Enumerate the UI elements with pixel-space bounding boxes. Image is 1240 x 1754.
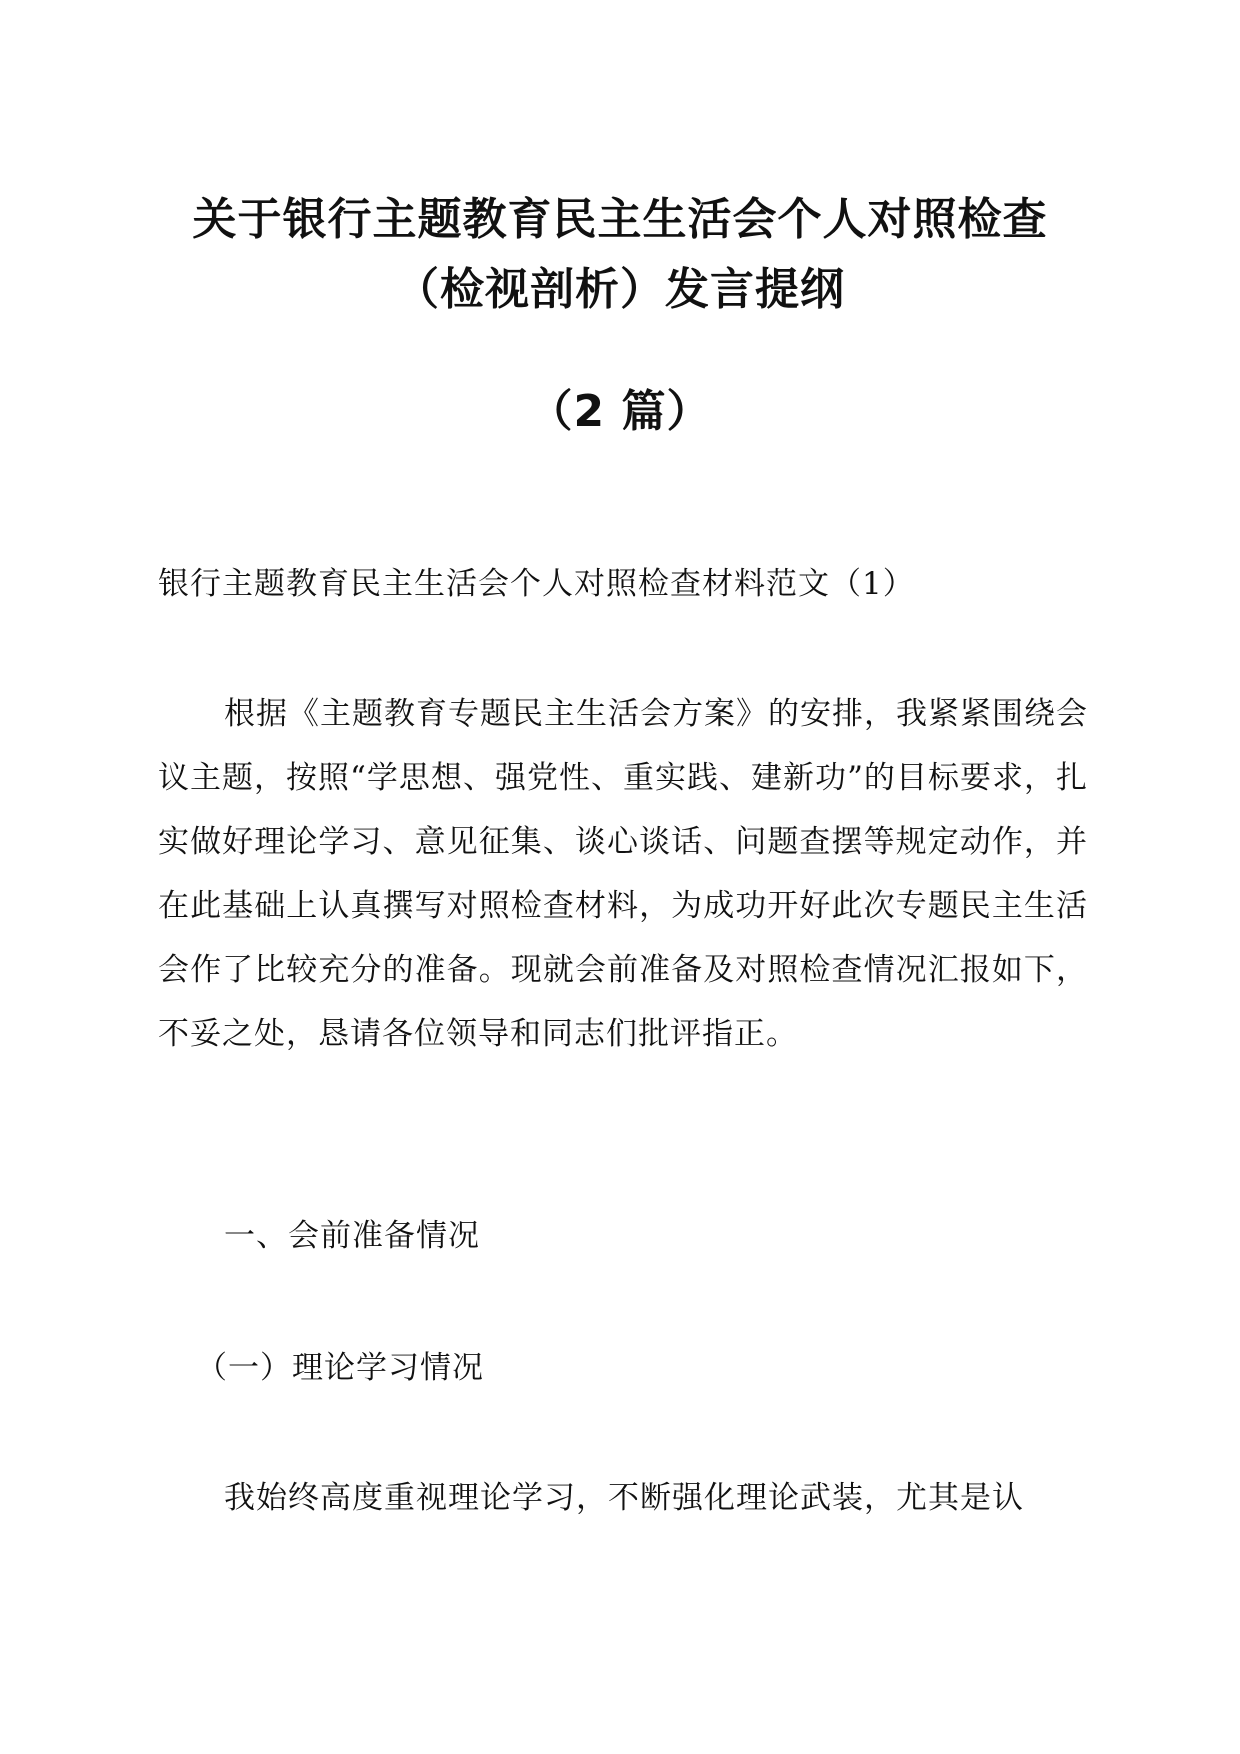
document-title-line-1: 关于银行主题教育民主生活会个人对照检查: [192, 194, 1048, 245]
body-paragraph-intro: 根据《主题教育专题民主生活会方案》的安排，我紧紧围绕会议主题，按照“学思想、强党性、重实践、建新功”的目标要求，扎实做好理论学习、意见征集、谈心谈话、问题查摆等规定动作，并在此基础上认真撰写对照检查材料，为成功开好此次专题民主生活会作了比较充分的准备。现就会前准备及对照检查情况汇报如下，不妥之处，恳请各位领导和同志们批评指正。: [158, 696, 1088, 1052]
subsection-heading-1: （一）理论学习情况: [196, 1350, 484, 1386]
section-subtitle: 银行主题教育民主生活会个人对照检查材料范文（1）: [158, 566, 915, 602]
document-title-count: （2 篇）: [528, 386, 712, 437]
section-heading-1: 一、会前准备情况: [224, 1218, 480, 1254]
document-title-line-2: （检视剖析）发言提纲: [395, 264, 845, 315]
body-paragraph-study: 我始终高度重视理论学习，不断强化理论武装，尤其是认: [224, 1480, 1024, 1516]
